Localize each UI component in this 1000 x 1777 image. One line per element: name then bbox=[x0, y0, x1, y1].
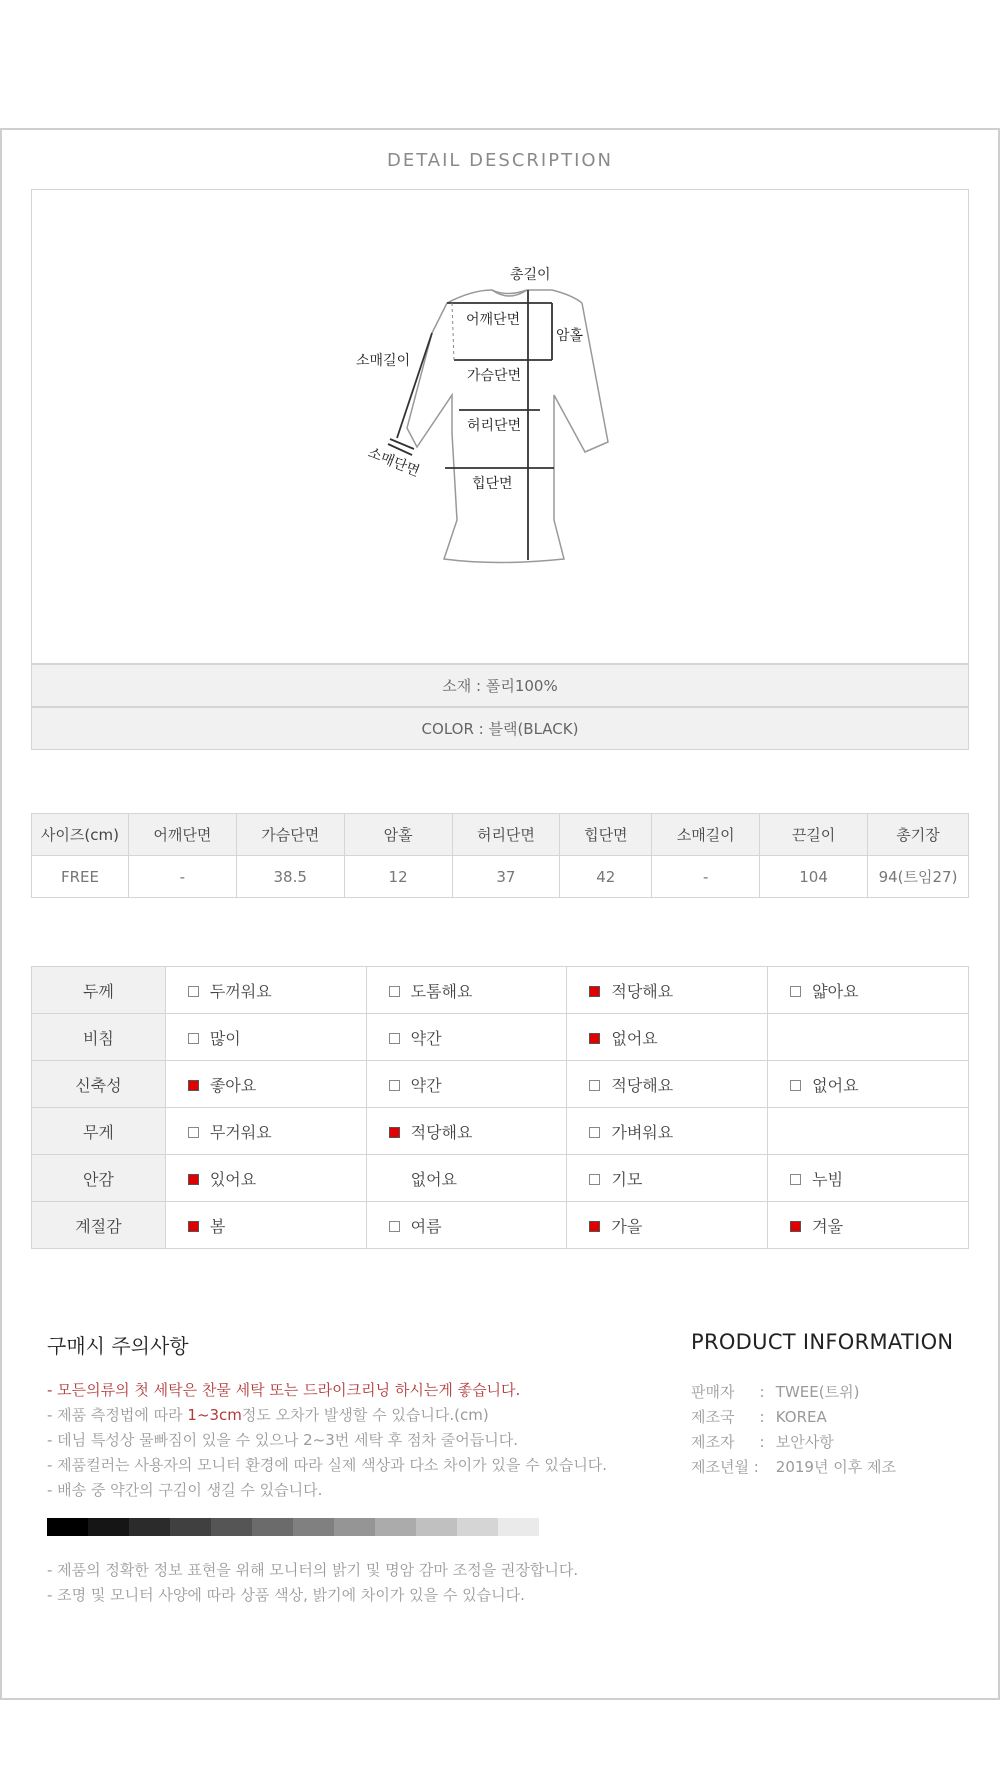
feel-option-label: 약간 bbox=[410, 1075, 442, 1095]
product-info-list bbox=[691, 1380, 896, 1480]
gray-swatch bbox=[211, 1518, 252, 1536]
feel-option-label: 여름 bbox=[410, 1216, 442, 1236]
size-header: 끈길이 bbox=[760, 814, 868, 856]
size-cell: 38.5 bbox=[236, 856, 344, 898]
product-info-value: KOREA bbox=[775, 1408, 827, 1426]
size-table bbox=[31, 813, 969, 898]
feel-option-label: 좋아요 bbox=[209, 1075, 257, 1095]
feel-row bbox=[32, 1155, 969, 1202]
monitor-notice-item: - 제품의 정확한 정보 표현을 위해 모니터의 밝기 및 명암 감마 조정을 권장합니다. bbox=[47, 1561, 579, 1579]
checkbox-icon bbox=[790, 1080, 801, 1091]
size-header: 가슴단면 bbox=[236, 814, 344, 856]
label-shoulder: 어깨단면 bbox=[466, 312, 521, 328]
feel-option bbox=[165, 1202, 366, 1249]
size-cell: 42 bbox=[560, 856, 652, 898]
checkbox-icon bbox=[389, 1033, 400, 1044]
feel-option bbox=[366, 1202, 567, 1249]
notice-item: - 제품컬러는 사용자의 모니터 환경에 따라 실제 색상과 다소 차이가 있을 수 있습니다. bbox=[47, 1456, 608, 1474]
gray-swatch bbox=[457, 1518, 498, 1536]
feel-option-label: 가을 bbox=[611, 1216, 643, 1236]
checkbox-icon bbox=[188, 1127, 199, 1138]
feel-option bbox=[366, 1155, 567, 1202]
product-info-title: PRODUCT INFORMATION bbox=[691, 1330, 954, 1354]
checkbox-icon bbox=[589, 1080, 600, 1091]
checked-checkbox-icon bbox=[188, 1221, 199, 1232]
feel-row bbox=[32, 1202, 969, 1249]
feel-option-label: 없어요 bbox=[410, 1169, 457, 1189]
feel-option bbox=[768, 967, 969, 1014]
feel-row bbox=[32, 967, 969, 1014]
feel-option-label: 두꺼워요 bbox=[209, 981, 272, 1001]
fabric-feel-table bbox=[31, 966, 969, 1249]
feel-option bbox=[165, 1014, 366, 1061]
feel-option bbox=[366, 1014, 567, 1061]
label-waist: 허리단면 bbox=[467, 418, 522, 434]
feel-option bbox=[165, 967, 366, 1014]
checkbox-icon bbox=[188, 986, 199, 997]
size-header: 총기장 bbox=[868, 814, 969, 856]
notice-text: 정도 오차가 발생할 수 있습니다.(cm) bbox=[241, 1406, 489, 1424]
checked-checkbox-icon bbox=[188, 1174, 199, 1185]
gray-swatch bbox=[88, 1518, 129, 1536]
feel-option bbox=[366, 1061, 567, 1108]
product-info-label: 제조국 bbox=[691, 1408, 735, 1426]
feel-row bbox=[32, 1061, 969, 1108]
product-info-value: TWEE(트위) bbox=[775, 1383, 860, 1401]
feel-option-label: 적당해요 bbox=[611, 1075, 674, 1095]
feel-option-label: 기모 bbox=[611, 1169, 643, 1189]
gray-swatch bbox=[252, 1518, 293, 1536]
checked-checkbox-icon bbox=[589, 1033, 600, 1044]
notice-text: - 제품 측정법에 따라 bbox=[47, 1406, 188, 1424]
notice-item: - 데님 특성상 물빠짐이 있을 수 있으나 2~3번 세탁 후 점차 줄어듭니다. bbox=[47, 1431, 519, 1449]
color-row: COLOR : 블랙(BLACK) bbox=[31, 707, 969, 750]
feel-option-label: 얇아요 bbox=[812, 981, 859, 1001]
label-hip: 힙단면 bbox=[472, 476, 513, 492]
feel-option bbox=[768, 1202, 969, 1249]
product-info-value: 2019년 이후 제조 bbox=[775, 1458, 896, 1476]
gray-swatch bbox=[129, 1518, 170, 1536]
product-info-row bbox=[691, 1405, 896, 1430]
feel-option bbox=[165, 1108, 366, 1155]
size-cell: - bbox=[128, 856, 236, 898]
checked-checkbox-icon bbox=[589, 986, 600, 997]
feel-row-label: 무게 bbox=[32, 1108, 166, 1155]
size-cell: 104 bbox=[760, 856, 868, 898]
size-diagram bbox=[31, 189, 969, 664]
size-cell: 12 bbox=[344, 856, 452, 898]
notice-item: - 배송 중 약간의 구김이 생길 수 있습니다. bbox=[47, 1481, 323, 1499]
size-header: 힙단면 bbox=[560, 814, 652, 856]
feel-option bbox=[567, 1014, 768, 1061]
feel-option bbox=[165, 1155, 366, 1202]
monitor-notice-item: - 조명 및 모니터 사양에 따라 상품 색상, 밝기에 차이가 있을 수 있습니다. bbox=[47, 1586, 525, 1604]
size-table-header bbox=[32, 814, 969, 856]
dress-illustration bbox=[32, 190, 970, 665]
product-info-sep: : bbox=[759, 1408, 765, 1426]
feel-option bbox=[768, 1014, 969, 1061]
size-header: 사이즈(cm) bbox=[32, 814, 129, 856]
checkbox-icon bbox=[188, 1033, 199, 1044]
checkbox-icon bbox=[589, 1174, 600, 1185]
label-armhole: 암홀 bbox=[556, 328, 584, 344]
checked-checkbox-icon bbox=[589, 1221, 600, 1232]
checked-checkbox-icon bbox=[790, 1221, 801, 1232]
feel-option-label: 봄 bbox=[209, 1216, 226, 1236]
feel-option-label: 가벼워요 bbox=[611, 1122, 674, 1142]
product-info-sep: : bbox=[759, 1383, 765, 1401]
gray-swatch bbox=[293, 1518, 334, 1536]
feel-option-label: 적당해요 bbox=[611, 981, 674, 1001]
checkbox-icon bbox=[389, 986, 400, 997]
product-info-row bbox=[691, 1455, 896, 1480]
feel-option bbox=[567, 1061, 768, 1108]
feel-option bbox=[768, 1061, 969, 1108]
label-sleeve-length: 소매길이 bbox=[356, 353, 411, 369]
monitor-notice-list bbox=[47, 1558, 578, 1608]
product-info-sep: : bbox=[759, 1433, 765, 1451]
feel-option bbox=[567, 967, 768, 1014]
feel-option-label: 무거워요 bbox=[209, 1122, 272, 1142]
section-title: DETAIL DESCRIPTION bbox=[386, 150, 614, 171]
feel-row-label: 두께 bbox=[32, 967, 166, 1014]
feel-option-label: 누빔 bbox=[812, 1169, 844, 1189]
label-total-length: 총길이 bbox=[510, 267, 551, 283]
checkbox-icon bbox=[589, 1127, 600, 1138]
feel-option bbox=[366, 967, 567, 1014]
size-header: 어깨단면 bbox=[128, 814, 236, 856]
size-header: 소매길이 bbox=[652, 814, 760, 856]
gray-swatch bbox=[334, 1518, 375, 1536]
feel-option bbox=[567, 1108, 768, 1155]
feel-option bbox=[366, 1108, 567, 1155]
feel-row-label: 안감 bbox=[32, 1155, 166, 1202]
product-info-row bbox=[691, 1430, 896, 1455]
feel-row-label: 계절감 bbox=[32, 1202, 166, 1249]
feel-option-label: 있어요 bbox=[209, 1169, 257, 1189]
product-info-label: 제조자 bbox=[691, 1433, 735, 1451]
feel-row bbox=[32, 1014, 969, 1061]
label-chest: 가슴단면 bbox=[467, 368, 522, 384]
checked-checkbox-icon bbox=[389, 1127, 400, 1138]
size-header: 허리단면 bbox=[452, 814, 560, 856]
checkbox-icon bbox=[389, 1080, 400, 1091]
feel-option-label: 없어요 bbox=[611, 1028, 658, 1048]
feel-option-label: 겨울 bbox=[812, 1216, 844, 1236]
feel-row-label: 비침 bbox=[32, 1014, 166, 1061]
product-info-label: 판매자 bbox=[691, 1383, 735, 1401]
feel-option-label: 많이 bbox=[209, 1028, 241, 1048]
notice-item bbox=[47, 1403, 607, 1428]
feel-option bbox=[567, 1202, 768, 1249]
product-info-value: 보안사항 bbox=[775, 1433, 834, 1451]
checkbox-icon bbox=[389, 1221, 400, 1232]
product-info-label: 제조년월 : bbox=[691, 1458, 759, 1476]
notice-item: - 모든의류의 첫 세탁은 찬물 세탁 또는 드라이크리닝 하시는게 좋습니다. bbox=[47, 1381, 521, 1399]
feel-option-label: 적당해요 bbox=[410, 1122, 473, 1142]
checked-checkbox-icon bbox=[188, 1080, 199, 1091]
feel-row-label: 신축성 bbox=[32, 1061, 166, 1108]
size-cell: 94(트임27) bbox=[868, 856, 969, 898]
checkbox-icon bbox=[790, 1174, 801, 1185]
gray-swatch bbox=[375, 1518, 416, 1536]
product-info-row bbox=[691, 1380, 896, 1405]
material-row: 소재 : 폴리100% bbox=[31, 664, 969, 707]
feel-option-label: 없어요 bbox=[812, 1075, 859, 1095]
gamma-swatch-bar bbox=[47, 1518, 539, 1536]
notice-highlight: 1~3cm bbox=[187, 1406, 242, 1424]
size-cell: 37 bbox=[452, 856, 560, 898]
size-table-row bbox=[32, 856, 969, 898]
feel-option bbox=[768, 1155, 969, 1202]
feel-row bbox=[32, 1108, 969, 1155]
size-cell: - bbox=[652, 856, 760, 898]
gray-swatch bbox=[47, 1518, 88, 1536]
size-cell: FREE bbox=[32, 856, 129, 898]
feel-option bbox=[768, 1108, 969, 1155]
gray-swatch bbox=[498, 1518, 539, 1536]
checkbox-icon bbox=[790, 986, 801, 997]
size-header: 암홀 bbox=[344, 814, 452, 856]
feel-option bbox=[165, 1061, 366, 1108]
gray-swatch bbox=[170, 1518, 211, 1536]
sleeve-length-line bbox=[397, 333, 432, 438]
notice-title: 구매시 주의사항 bbox=[47, 1334, 189, 1358]
notice-list bbox=[47, 1378, 607, 1503]
label-sleeve-width: 소매단면 bbox=[365, 444, 422, 480]
feel-option bbox=[567, 1155, 768, 1202]
feel-option-label: 도톰해요 bbox=[410, 981, 473, 1001]
gray-swatch bbox=[416, 1518, 457, 1536]
feel-option-label: 약간 bbox=[410, 1028, 442, 1048]
